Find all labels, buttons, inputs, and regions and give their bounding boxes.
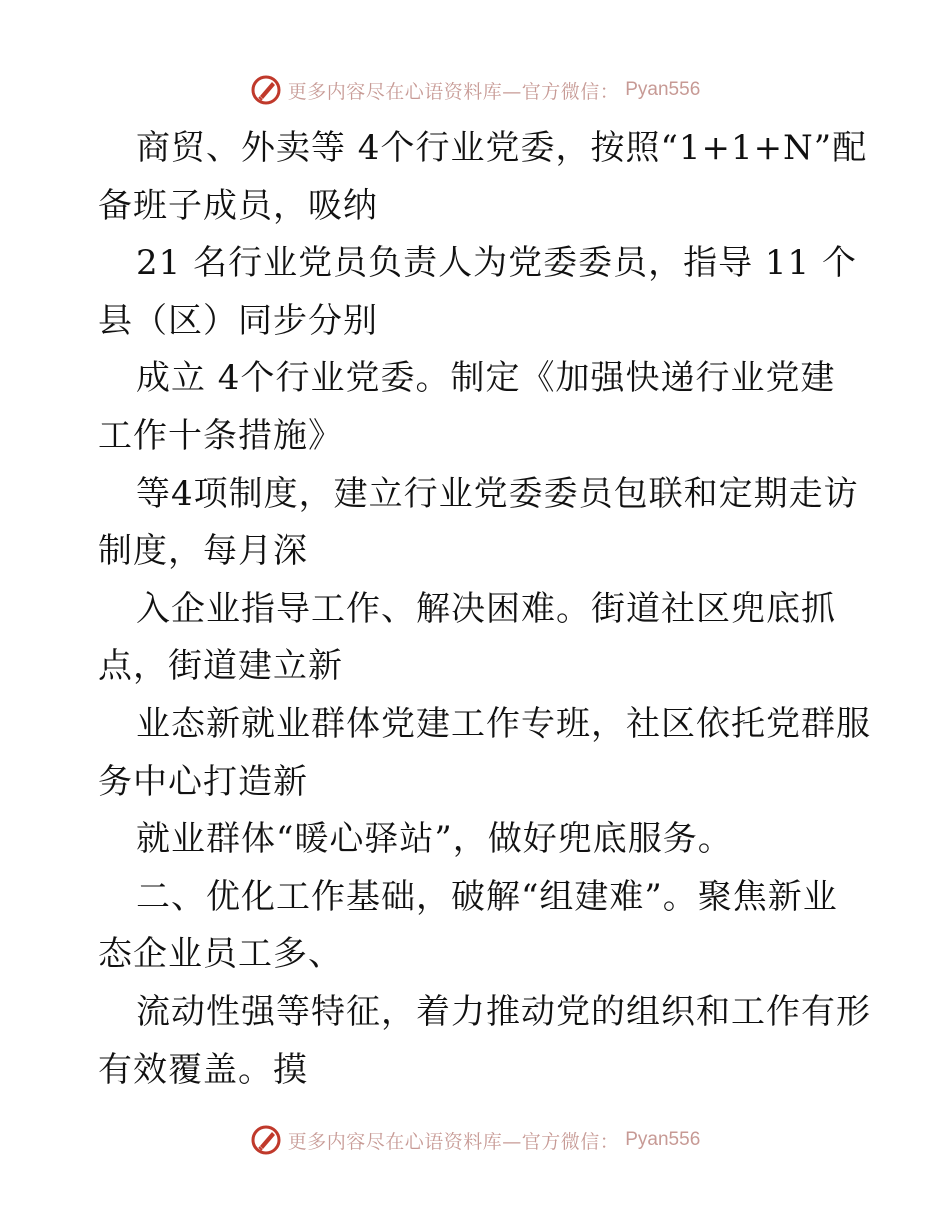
- body-text: [98, 120, 871, 1099]
- text-line: 务中心打造新: [98, 761, 308, 802]
- pen-logo-icon: [250, 74, 282, 106]
- text-line: 等4项制度，建立行业党委委员包联和定期走访: [136, 473, 859, 514]
- footer-banner: [0, 1120, 950, 1160]
- text-line: 制度，每月深: [98, 531, 308, 572]
- text-line: 21 名行业党员负责人为党委委员，指导 11 个: [136, 243, 857, 284]
- header-banner: [0, 70, 950, 110]
- text-line: 就业群体“暖心驿站”，做好兜底服务。: [136, 819, 733, 860]
- header-brand[interactable]: [250, 74, 701, 106]
- footer-wechat-id: Pyan556: [625, 1129, 701, 1150]
- text-line: 县（区）同步分别: [98, 300, 378, 341]
- footer-brand[interactable]: [250, 1124, 701, 1156]
- text-line: 二、优化工作基础，破解“组建难”。聚焦新业: [136, 876, 838, 917]
- pen-logo-icon: [250, 1124, 282, 1156]
- text-line: 成立 4个行业党委。制定《加强快递行业党建: [136, 358, 836, 399]
- text-line: 有效覆盖。摸: [98, 1049, 308, 1090]
- text-line: 入企业指导工作、解决困难。街道社区兜底抓: [136, 588, 836, 629]
- header-banner-text: 更多内容尽在心语资料库—官方微信：: [287, 80, 620, 103]
- text-line: 业态新就业群体党建工作专班，社区依托党群服: [136, 703, 871, 744]
- text-line: 商贸、外卖等 4个行业党委，按照“1+1+N”配: [136, 128, 868, 168]
- text-line: 点，街道建立新: [98, 646, 343, 687]
- text-line: 态企业员工多、: [98, 934, 343, 975]
- text-line: 备班子成员，吸纳: [98, 185, 378, 226]
- header-wechat-id: Pyan556: [625, 79, 701, 100]
- text-line: 工作十条措施》: [98, 415, 343, 456]
- footer-banner-text: 更多内容尽在心语资料库—官方微信：: [287, 1130, 620, 1153]
- text-line: 流动性强等特征，着力推动党的组织和工作有形: [136, 991, 871, 1032]
